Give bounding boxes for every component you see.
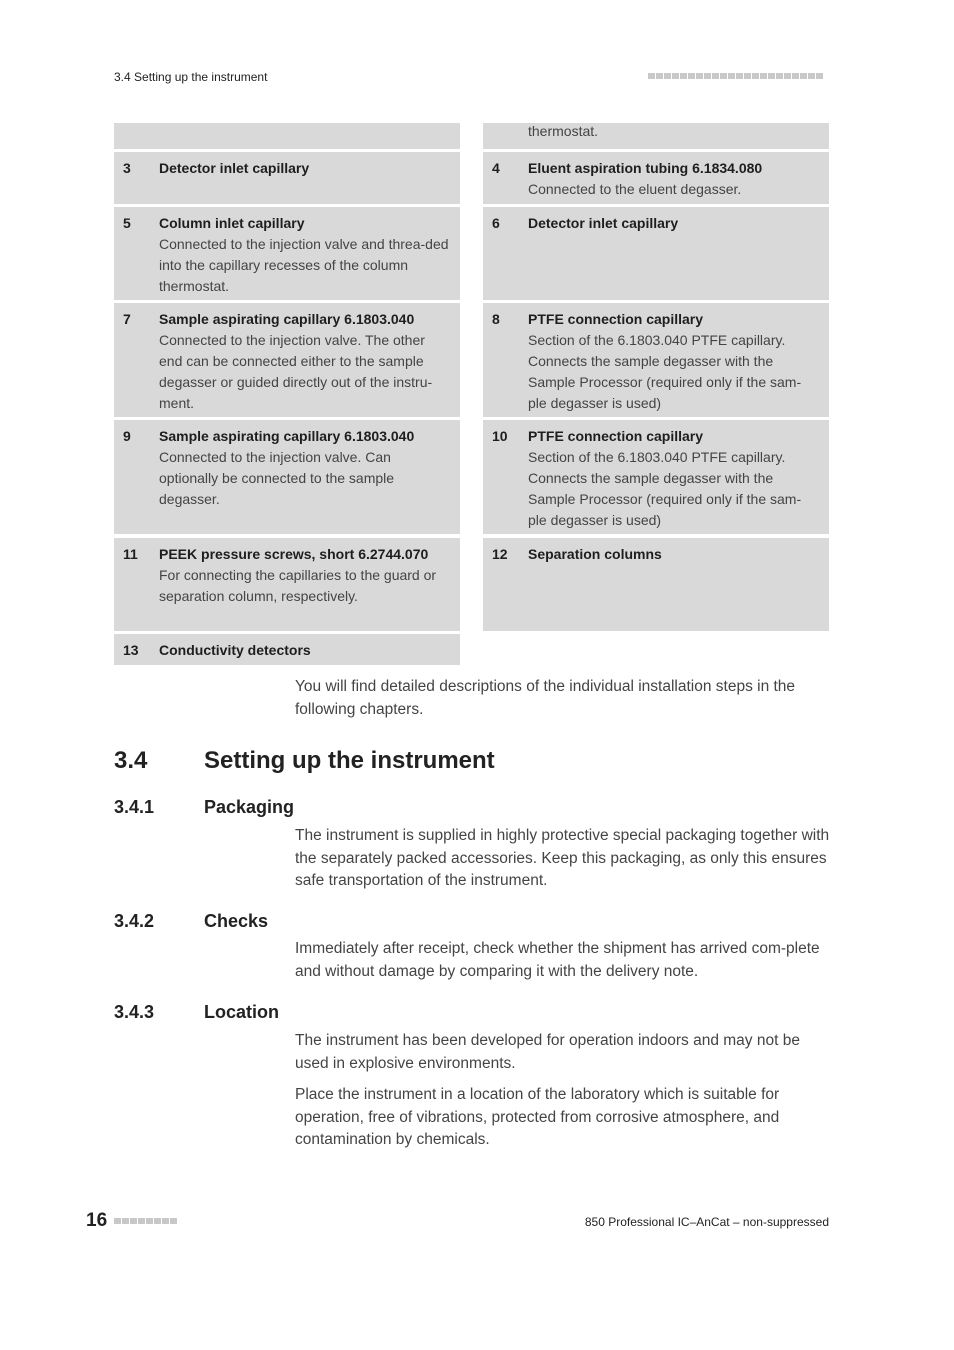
item-description: Section of the 6.1803.040 PTFE capillary. Connects the sample degasser with the Sample Processor (required only if the sam-ple degasser is used): [528, 332, 802, 411]
table-cell: [114, 634, 460, 665]
table-cell: [114, 152, 460, 204]
paragraph: The instrument has been developed for operation indoors and may not be used in explosive environments.: [295, 1032, 800, 1072]
table-cell-continuation-right: [483, 123, 829, 149]
item-number: 13: [123, 642, 139, 658]
page-number: 16: [86, 1210, 108, 1231]
subsection-heading: [114, 1002, 279, 1023]
subsection-number: 3.4.3: [114, 1002, 155, 1022]
footer-decoration: [114, 1218, 177, 1224]
item-number: 10: [492, 428, 508, 444]
subsection-heading: [114, 911, 269, 932]
table-cell: [114, 303, 460, 417]
table-cell: [483, 303, 829, 417]
section-title: Setting up the instrument: [204, 747, 495, 774]
item-title: Sample aspirating capillary 6.1803.040: [159, 311, 415, 327]
item-number: 6: [492, 215, 500, 231]
item-description: Connected to the injection valve. Can optionally be connected to the sample degasser.: [159, 449, 395, 507]
table-cell: [114, 207, 460, 300]
table-cell: [483, 538, 829, 631]
item-title: PEEK pressure screws, short 6.2744.070: [159, 546, 429, 562]
paragraph: Immediately after receipt, check whether the shipment has arrived com-plete and without damage by comparing it with the delivery note.: [295, 940, 820, 980]
item-title: PTFE connection capillary: [528, 428, 704, 444]
item-title: Detector inlet capillary: [528, 215, 679, 231]
subsection-title: Checks: [204, 911, 269, 931]
footer-product: 850 Professional IC–AnCat – non-suppressed: [584, 1215, 829, 1229]
paragraph: Place the instrument in a location of the laboratory which is suitable for operation, free of vibrations, protected from corrosive atmosphere, and contamination by chemicals.: [295, 1086, 780, 1148]
item-number: 9: [123, 428, 131, 444]
subsection-heading: [114, 797, 295, 818]
running-header: 3.4 Setting up the instrument: [114, 70, 268, 84]
item-title: Separation columns: [528, 546, 662, 562]
table-cell: [483, 207, 829, 300]
continuation-text: thermostat.: [528, 123, 599, 139]
item-description: Connected to the eluent degasser.: [528, 181, 742, 197]
item-title: PTFE connection capillary: [528, 311, 704, 327]
item-title: Detector inlet capillary: [159, 160, 310, 176]
intro-paragraph: You will find detailed descriptions of the individual installation steps in the following chapters.: [295, 678, 796, 718]
item-description: Connected to the injection valve. The other end can be connected either to the sample degasser or guided directly out of the instru-ment.: [159, 332, 433, 411]
section-heading: [114, 747, 495, 775]
item-number: 8: [492, 311, 500, 327]
paragraph: The instrument is supplied in highly protective special packaging together with the separately packed accessories. Keep this packaging, as only this ensures safe transportation of the instrument.: [295, 827, 830, 889]
subsection-title: Location: [204, 1002, 279, 1022]
item-title: Column inlet capillary: [159, 215, 305, 231]
table-cell: [483, 152, 829, 204]
table-cell: [114, 420, 460, 534]
item-number: 5: [123, 215, 131, 231]
item-title: Conductivity detectors: [159, 642, 311, 658]
item-title: Sample aspirating capillary 6.1803.040: [159, 428, 415, 444]
item-number: 3: [123, 160, 131, 176]
header-decoration: [648, 73, 823, 79]
table-cell: [114, 538, 460, 631]
subsection-title: Packaging: [204, 797, 295, 817]
section-number: 3.4: [114, 747, 148, 774]
item-number: 12: [492, 546, 508, 562]
item-description: Section of the 6.1803.040 PTFE capillary. Connects the sample degasser with the Sample Processor (required only if the sam-ple degasser is used): [528, 449, 802, 528]
item-number: 11: [123, 546, 138, 562]
table-cell: [483, 420, 829, 534]
table-cell-continuation-left: [114, 123, 460, 149]
subsection-number: 3.4.2: [114, 911, 155, 931]
item-number: 7: [123, 311, 131, 327]
item-description: For connecting the capillaries to the guard or separation column, respectively.: [159, 567, 437, 604]
item-description: Connected to the injection valve and threa-ded into the capillary recesses of the column thermostat.: [159, 236, 449, 294]
item-title: Eluent aspiration tubing 6.1834.080: [528, 160, 763, 176]
item-number: 4: [492, 160, 500, 176]
subsection-number: 3.4.1: [114, 797, 155, 817]
